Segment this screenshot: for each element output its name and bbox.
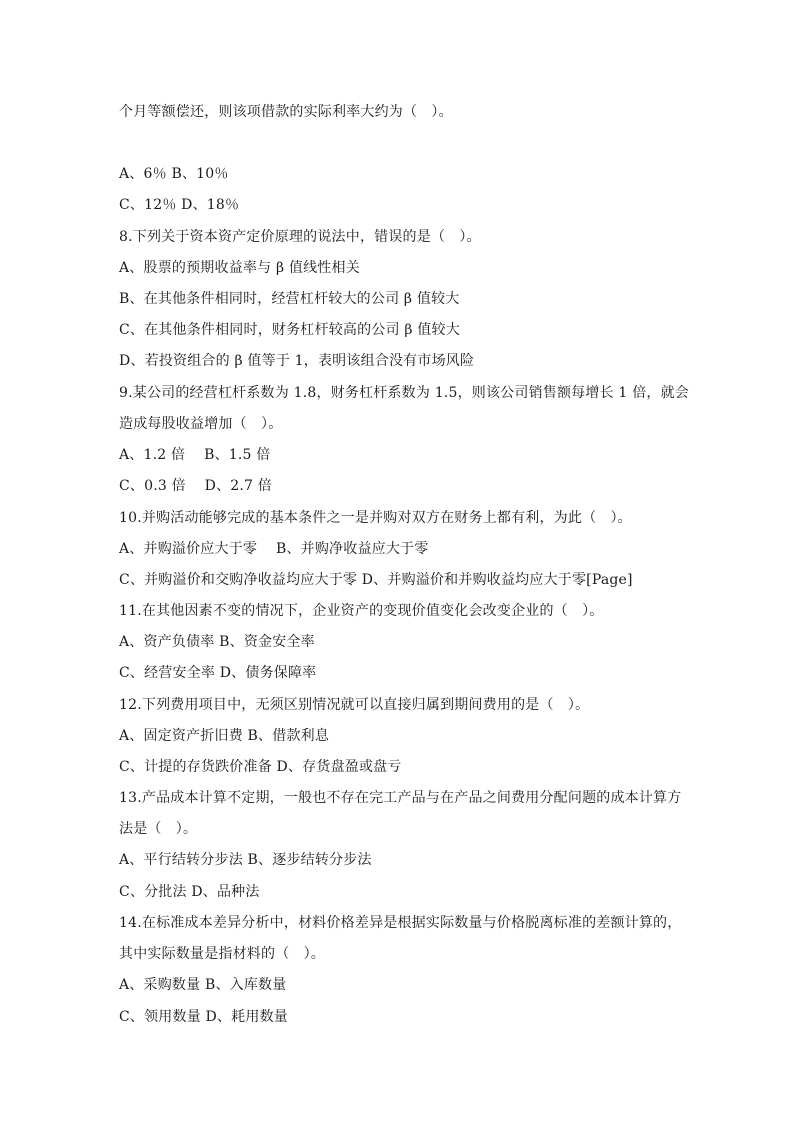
question-8-option-c: C、在其他条件相同时，财务杠杆较高的公司 β 值较大 bbox=[119, 322, 460, 338]
question-9-stem-continued: 造成每股收益增加（ ）。 bbox=[119, 416, 283, 432]
question-13-options-cd: C、分批法 D、品种法 bbox=[119, 884, 260, 900]
question-10-options-cd: C、并购溢价和交购净收益均应大于零 D、并购溢价和并购收益均应大于零[Page] bbox=[119, 572, 633, 588]
question-11-options-cd: C、经营安全率 D、债务保障率 bbox=[119, 665, 317, 681]
question-14-options-ab: A、采购数量 B、入库数量 bbox=[119, 977, 287, 993]
question-7-options-cd: C、12％ D、18％ bbox=[119, 197, 240, 213]
question-9-stem: 9.某公司的经营杠杆系数为 1.8，财务杠杆系数为 1.5，则该公司销售额每增长 1 倍，就会 bbox=[119, 385, 689, 401]
question-8-option-b: B、在其他条件相同时，经营杠杆较大的公司 β 值较大 bbox=[119, 291, 460, 307]
question-9-options-ab: A、1.2 倍 B、1.5 倍 bbox=[119, 447, 271, 463]
question-14-stem: 14.在标准成本差异分析中，材料价格差异是根据实际数量与价格脱离标准的差额计算的， bbox=[119, 915, 682, 931]
question-12-options-cd: C、计提的存货跌价准备 D、存货盘盈或盘亏 bbox=[119, 759, 402, 775]
question-12-stem: 12.下列费用项目中，无须区别情况就可以直接归属到期间费用的是（ ）。 bbox=[119, 697, 590, 713]
question-10-options-ab: A、并购溢价应大于零 B、并购净收益应大于零 bbox=[119, 541, 429, 557]
question-7-options-ab: A、6％ B、10％ bbox=[119, 166, 229, 182]
question-14-options-cd: C、领用数量 D、耗用数量 bbox=[119, 1009, 288, 1025]
question-9-options-cd: C、0.3 倍 D、2.7 倍 bbox=[119, 478, 273, 494]
question-8-option-d: D、若投资组合的 β 值等于 1，表明该组合没有市场风险 bbox=[119, 353, 475, 369]
question-11-options-ab: A、资产负债率 B、资金安全率 bbox=[119, 634, 315, 650]
question-8-stem: 8.下列关于资本资产定价原理的说法中，错误的是（ ）。 bbox=[119, 229, 481, 245]
question-13-stem: 13.产品成本计算不定期，一般也不存在完工产品与在产品之间费用分配问题的成本计算方 bbox=[119, 790, 682, 806]
question-14-stem-continued: 其中实际数量是指材料的（ ）。 bbox=[119, 946, 325, 962]
question-13-stem-continued: 法是（ ）。 bbox=[119, 821, 198, 837]
question-13-options-ab: A、平行结转分步法 B、逐步结转分步法 bbox=[119, 852, 372, 868]
question-10-stem: 10.并购活动能够完成的基本条件之一是并购对双方在财务上都有利，为此（ ）。 bbox=[119, 510, 632, 526]
question-7-stem-continued: 个月等额偿还，则该项借款的实际利率大约为（ ）。 bbox=[119, 104, 453, 120]
question-12-options-ab: A、固定资产折旧费 B、借款利息 bbox=[119, 728, 330, 744]
question-8-option-a: A、股票的预期收益率与 β 值线性相关 bbox=[119, 260, 360, 276]
question-11-stem: 11.在其他因素不变的情况下，企业资产的变现价值变化会改变企业的（ ）。 bbox=[119, 603, 604, 619]
